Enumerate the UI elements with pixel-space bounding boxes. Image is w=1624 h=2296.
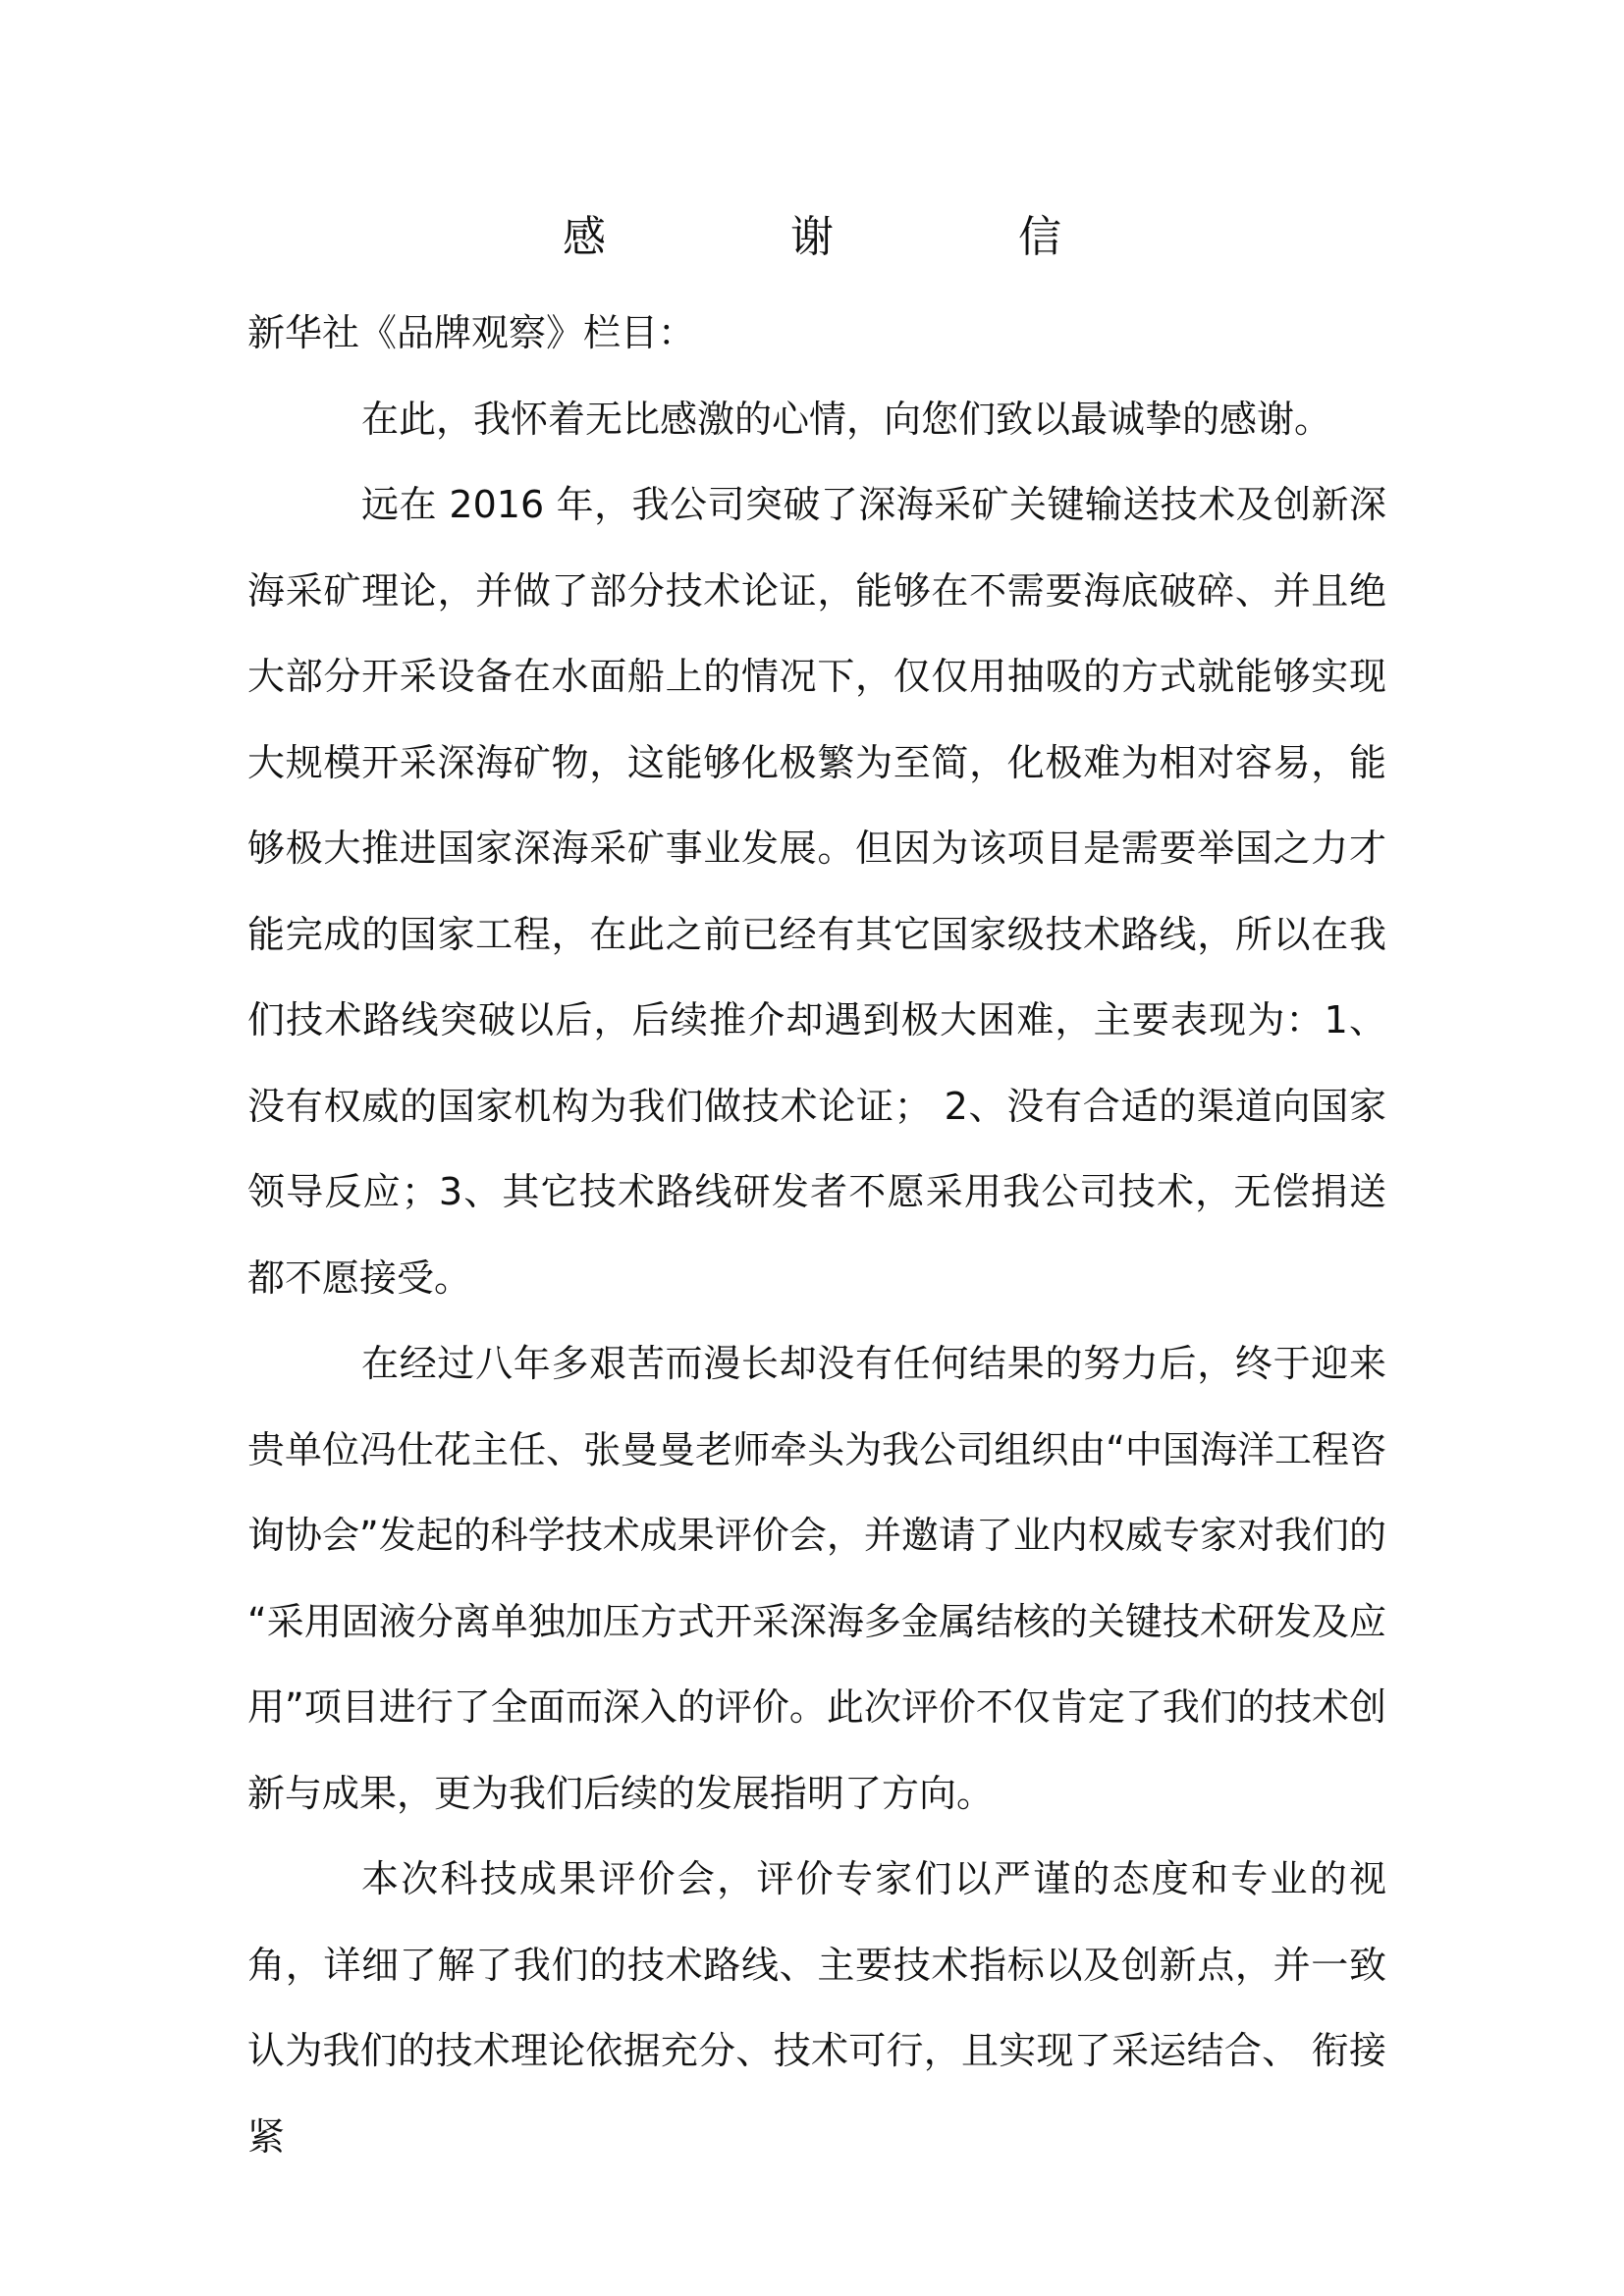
paragraph-3: 在经过八年多艰苦而漫长却没有任何结果的努力后，终于迎来贵单位冯仕花主任、张曼曼老师牵头为我公司组织由“中国海洋工程咨询协会”发起的科学技术成果评价会，并邀请了业内权威专家对我们的 “采用固液分离单独加压方式开采深海多金属结核的关键技术研发及应用”项目进行了全面而深入的评价。此次评价不仅肯定了我们的技术创新与成果，更为我们后续的发展指明了方向。: [247, 1342, 1386, 1815]
paragraph-1: 在此，我怀着无比感激的心情，向您们致以最诚挚的感谢。: [361, 397, 1332, 441]
letter-greeting: 新华社《品牌观察》栏目：: [247, 311, 696, 354]
paragraph-4: 本次科技成果评价会，评价专家们以严谨的态度和专业的视角，详细了解了我们的技术路线、主要技术指标以及创新点，并一致认为我们的技术理论依据充分、技术可行，且实现了采运结合、 衔接紧: [247, 1857, 1386, 2159]
paragraph-2: 远在 2016 年，我公司突破了深海采矿关键输送技术及创新深海采矿理论，并做了部分技术论证，能够在不需要海底破碎、并且绝大部分开采设备在水面船上的情况下，仅仅用抽吸的方式就能够实现大规模开采深海矿物，这能够化极繁为至简，化极难为相对容易，能够极大推进国家深海采矿事业发展。但因为该项目是需要举国之力才能完成的国家工程，在此之前已经有其它国家级技术路线，所以在我们技术路线突破以后，后续推介却遇到极大困难，主要表现为：1、没有权威的国家机构为我们做技术论证； 2、没有合适的渠道向国家领导反应；3、其它技术路线研发者不愿采用我公司技术，无偿捐送都不愿接受。: [247, 483, 1386, 1300]
letter-body: [247, 291, 1386, 2180]
letter-title: 感 谢 信: [563, 212, 1132, 262]
